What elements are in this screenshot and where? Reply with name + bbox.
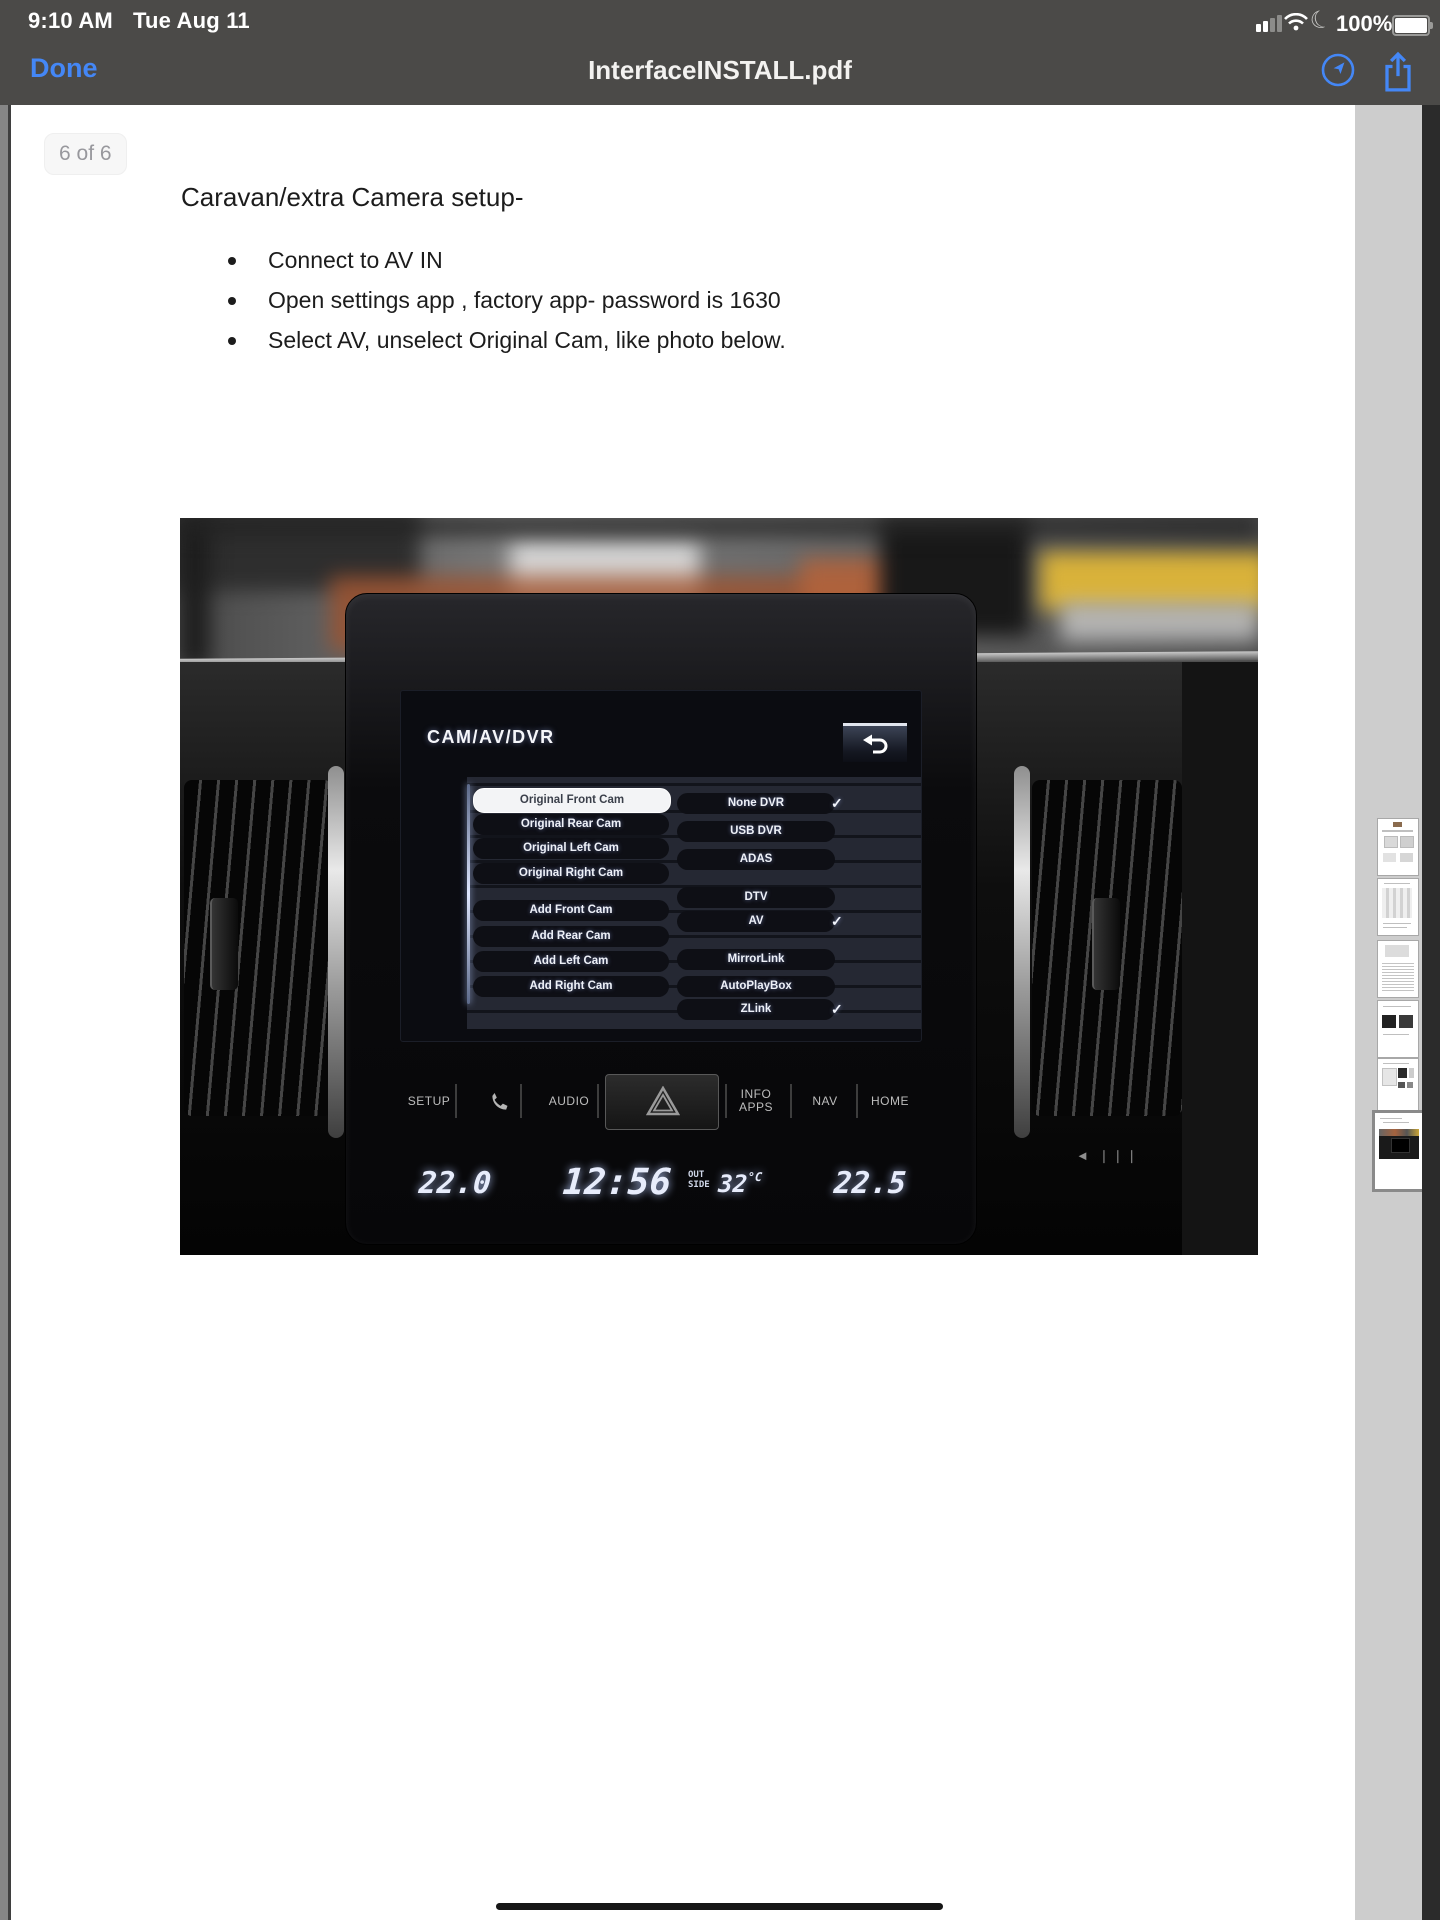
bullet-item	[228, 280, 988, 320]
markup-pen-icon	[1318, 50, 1358, 90]
screen-title: CAM/AV/DVR	[427, 727, 555, 747]
menu-item-usb-dvr: USB DVR	[677, 821, 835, 842]
bullet-item	[228, 240, 988, 280]
outside-label: OUT SIDE	[688, 1170, 710, 1190]
vent-knob	[1092, 898, 1120, 990]
hazard-triangle-icon	[646, 1086, 680, 1116]
button-divider	[856, 1084, 858, 1118]
passenger-temp-display: 22.5	[832, 1166, 908, 1201]
check-icon: ✓	[831, 795, 843, 811]
wifi-icon	[1284, 13, 1308, 31]
check-icon: ✓	[831, 1001, 843, 1017]
check-icon: ✓	[831, 913, 843, 929]
clock-display: 12:56	[561, 1162, 673, 1203]
setup-button: SETUP	[407, 1094, 451, 1108]
thumbnail-page-2[interactable]	[1377, 878, 1419, 936]
menu-item-original-right-cam: Original Right Cam	[473, 863, 669, 884]
menu-item-original-rear-cam: Original Rear Cam	[473, 814, 669, 835]
top-bar	[0, 0, 1440, 105]
markup-button[interactable]	[1318, 50, 1360, 92]
done-button[interactable]: Done	[30, 53, 98, 83]
cellular-signal-icon	[1256, 14, 1286, 32]
status-left	[28, 8, 270, 34]
vent-adjuster-detail: ◄ ❘❘❘	[1076, 1148, 1141, 1163]
menu-item-original-left-cam: Original Left Cam	[473, 838, 669, 859]
back-button	[843, 723, 907, 762]
bullet-text: Select AV, unselect Original Cam, like photo below.	[268, 327, 786, 353]
infotainment-screen	[400, 690, 922, 1042]
menu-item-av: AV	[677, 911, 835, 932]
do-not-disturb-moon-icon: ☾	[1306, 4, 1336, 37]
left-air-vent	[184, 780, 332, 1116]
info-apps-button	[739, 1088, 773, 1114]
button-divider	[790, 1084, 792, 1118]
status-time: 9:10 AM	[28, 8, 113, 33]
nav-button: NAV	[812, 1094, 838, 1108]
thumbnail-page-4[interactable]	[1377, 1000, 1419, 1058]
thumbnail-sidebar	[1355, 105, 1422, 1920]
share-icon	[1380, 50, 1416, 94]
menu-item-zlink: ZLink	[677, 999, 835, 1020]
menu-item-add-rear-cam: Add Rear Cam	[473, 926, 669, 947]
bullet-text: Open settings app , factory app- password is 1630	[268, 287, 781, 313]
battery-percent: 100%	[1336, 11, 1393, 36]
bullet-list	[228, 240, 988, 360]
menu-item-add-right-cam: Add Right Cam	[473, 976, 669, 997]
doc-heading: Caravan/extra Camera setup-	[181, 182, 524, 212]
home-indicator[interactable]	[496, 1903, 943, 1910]
button-divider	[725, 1084, 727, 1118]
menu-item-mirrorlink: MirrorLink	[677, 949, 835, 970]
bullet-item	[228, 320, 988, 360]
hazard-button	[605, 1074, 719, 1130]
document-title: InterfaceINSTALL.pdf	[588, 55, 852, 85]
apps-label: APPS	[738, 1100, 774, 1114]
sidebar-right-strip	[1422, 105, 1440, 1920]
outside-temp-display: $32^{^\circ C}$	[717, 1170, 763, 1198]
thumbnail-page-6[interactable]	[1372, 1110, 1426, 1192]
page-count-badge: 6 of 6	[44, 133, 127, 175]
return-arrow-icon	[860, 734, 890, 754]
home-button: HOME	[871, 1094, 909, 1108]
menu-item-adas: ADAS	[677, 849, 835, 870]
menu-item-none-dvr: None DVR	[677, 793, 835, 814]
phone-icon	[488, 1092, 510, 1114]
share-button[interactable]	[1380, 50, 1422, 92]
menu-item-original-front-cam: Original Front Cam	[473, 788, 671, 813]
menu-item-dtv: DTV	[677, 887, 835, 908]
previous-page-edge	[0, 105, 11, 1920]
driver-temp-display: 22.0	[417, 1166, 493, 1201]
battery-icon	[1392, 15, 1430, 36]
bullet-dot	[228, 297, 236, 305]
right-chrome-trim	[1014, 766, 1030, 1138]
dashboard-photo	[180, 518, 1258, 1255]
button-divider	[597, 1084, 599, 1118]
audio-button: AUDIO	[548, 1094, 590, 1108]
button-divider	[455, 1084, 457, 1118]
status-date: Tue Aug 11	[132, 8, 250, 33]
bullet-text: Connect to AV IN	[268, 247, 443, 273]
door-panel	[1182, 662, 1258, 1255]
info-label: INFO	[740, 1087, 772, 1101]
bullet-dot	[228, 337, 236, 345]
menu-divider-glow	[467, 784, 470, 1004]
menu-item-add-left-cam: Add Left Cam	[473, 951, 669, 972]
thumbnail-page-5[interactable]	[1377, 1058, 1419, 1116]
vent-knob	[210, 898, 238, 990]
menu-item-add-front-cam: Add Front Cam	[473, 900, 669, 921]
right-air-vent	[1032, 780, 1182, 1116]
left-chrome-trim	[328, 766, 344, 1138]
button-divider	[520, 1084, 522, 1118]
bullet-dot	[228, 257, 236, 265]
thumbnail-page-3[interactable]	[1377, 940, 1419, 998]
menu-item-autoplaybox: AutoPlayBox	[677, 976, 835, 997]
thumbnail-page-1[interactable]	[1377, 818, 1419, 876]
